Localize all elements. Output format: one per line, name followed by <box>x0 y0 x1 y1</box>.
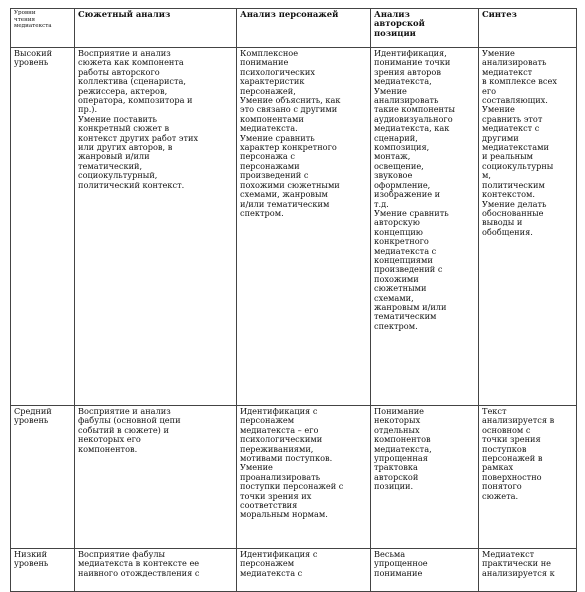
table-row-medium-level <box>11 406 577 549</box>
row-level-label: Низкий уровень <box>11 549 75 592</box>
table-cell-characters: Идентификация с персонажем медиатекста – его психологическими переживаниями, мотивами поступков. Умение проанализировать поступки персонажей с точки зрения их соответствия моральным нормам. <box>237 406 371 549</box>
header-character-analysis: Анализ персонажей <box>237 9 371 48</box>
table-cell-plot: Восприятие фабулы медиатекста в контексте ее наивного отождествления с <box>75 549 237 592</box>
table-row-high-level <box>11 48 577 406</box>
table-cell-author: Идентификация, понимание точки зрения авторов медиатекста, Умение анализировать такие компоненты аудиовизуального медиатекста, как сценарий, композиция, монтаж, освещение, звуковое оформление, изображение и т.д. Умение сравнить авторскую концепцию конкретного медиатекста с концепциями произведений с похожими сюжетными схемами, жанровым и/или тематическим спектром. <box>371 48 479 406</box>
table-cell-plot: Восприятие и анализ сюжета как компонента работы авторского коллектива (сценариста, режиссера, актеров, оператора, композитора и пр.). Умение поставить конкретный сюжет в контекст других работ этих или других авторов, в жанровый и/или тематический, социокультурный, политический контекст. <box>75 48 237 406</box>
header-synthesis: Синтез <box>479 9 577 48</box>
table-cell-author: Весьма упрощенное понимание <box>371 549 479 592</box>
table-cell-characters: Идентификация с персонажем медиатекста с <box>237 549 371 592</box>
header-reading-levels: Уровни чтения медиатекста <box>11 9 75 48</box>
table-header-row <box>11 9 577 48</box>
row-level-label: Средний уровень <box>11 406 75 549</box>
table-cell-characters: Комплексное понимание психологических характеристик персонажей, Умение объяснить, как это связано с другими компонентами медиатекста. Умение сравнить характер конкретного персонажа с персонажами произведений с похожими сюжетными схемами, жанровым и/или тематическим спектром. <box>237 48 371 406</box>
table-cell-author: Понимание некоторых отдельных компонентов медиатекста, упрощенная трактовка авторской позиции. <box>371 406 479 549</box>
table-cell-synthesis: Умение анализировать медиатекст в комплексе всех его составляющих. Умение сравнить этот медиатекст с другими медиатекстами и реальным социокультурны м, политическим контекстом. Умение делать обоснованные выводы и обобщения. <box>479 48 577 406</box>
header-plot-analysis: Сюжетный анализ <box>75 9 237 48</box>
header-author-position-analysis: Анализ авторской позиции <box>371 9 479 48</box>
table-cell-synthesis: Текст анализируется в основном с точки зрения поступков персонажей в рамках поверхностно понятого сюжета. <box>479 406 577 549</box>
row-level-label: Высокий уровень <box>11 48 75 406</box>
table-row-low-level <box>11 549 577 592</box>
media-literacy-table <box>10 8 577 592</box>
table-cell-plot: Восприятие и анализ фабулы (основной цепи событий в сюжете) и некоторых его компонентов. <box>75 406 237 549</box>
table-cell-synthesis: Медиатекст практически не анализируется к <box>479 549 577 592</box>
